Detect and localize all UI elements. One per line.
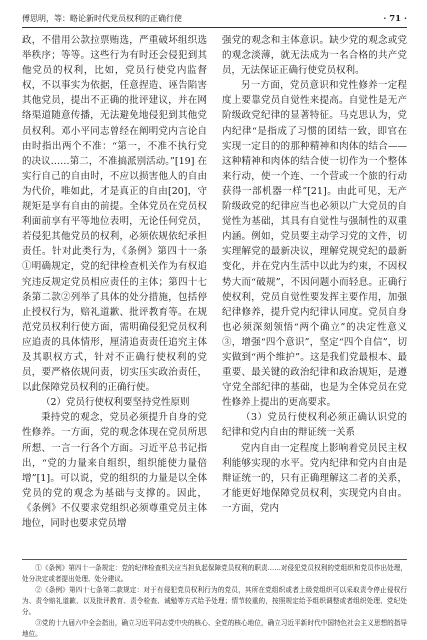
- running-head-title: 傅思明，等：略论新时代党员权利的正确行使: [22, 14, 182, 23]
- right-column: [222, 33, 407, 553]
- section-heading: （2）党员行使权利要坚持党性原则: [41, 397, 190, 409]
- paragraph: 秉持党的观念，党员必须提升自身的党性修养。一方面，党的观念体现在党员所思所想、一言一行各个方面。习近平总书记指出，“党的力量来自组织，组织能使力量倍增”[1]。可以说，党的组织的力量是以全体党员的党的观念为基础与支撑的。因此，《条例》不仅要求党组织必须尊重党员主体地位，同时也要求党员增: [22, 412, 207, 529]
- page-number: · 71 ·: [383, 14, 407, 24]
- paragraph: 党内自由一定程度上影响着党员民主权利能够实现的水平。党内纪律和党内自由是辩证统一的，只有正确理解这二者的关系，才能更好地保障党员权利，实现党内自由。一方面，党内: [222, 442, 407, 514]
- paragraph: 强党的观念和主体意识。缺少党的观念或党的观念淡薄，就无法成为一名合格的共产党员，无法保证正确行使党员权利。: [222, 35, 407, 77]
- left-column: [22, 33, 207, 553]
- section-heading: （3）党员行使权利必须正确认识党的纪律和党内自由的辩证统一关系: [222, 412, 407, 439]
- footnote-divider: [22, 559, 407, 560]
- running-head: [22, 13, 407, 28]
- footnotes: [22, 563, 407, 640]
- footnote: ②《条例》第四十七条第二款规定：对于有侵犯党员权利行为的党员，其所在党组织或者上级党组织可以采取责令停止侵权行为、责令赔礼道歉、以及批评教育、责令检查、诫勉等方式给予处理；情节较重的，按照规定给予组织调整或者组织处理、党纪处分。: [22, 586, 407, 616]
- footnote: ③党的十九届六中全会指出，确立习近平同志党中央的核心、全党的核心地位，确立习近平新时代中国特色社会主义思想的指导地位。: [22, 619, 407, 638]
- paragraph: 另一方面，党员意识和党性修养一定程度上要靠党员自觉性来提高。自觉性是无产阶级政党纪律的显著特征。马克思认为，党内纪律“是指成了习惯的团结一致，即官在实现一定目的的那种精神和肉体的结合——这种精神和肉体的结合使一切作为一个整体来行动，使一个连、一个营或一个旅的行动获得一部机器一样”[21]。由此可见，无产阶级政党的纪律应当也必须以广大党员的自觉性为基础，其具有自觉性与强制性的双重内涵。例如，党员要主动学习党的文件，切实理解党的最新决议，理解党规党纪的最新变化，并在党内生活中以此为约束，不因权势大而“破规”，不因问题小而轻息。正确行使权利，党员自觉性要发挥主要作用，加强纪律修养，提升党内纪律认同度。党员自身也必须深刻领悟“两个确立”的决定性意义③，增强“四个意识”，坚定“四个自信”，切实做到“两个维护”。这是我们党最根本、最重要、最关键的政治纪律和政治规矩，是遵守党全部纪律的基础，也是为全体党员在党性修养上提出的更高要求。: [222, 80, 407, 409]
- footnote: ①《条例》第四十一条规定：党的纪律检查机关应当担负起保障党员权利的职责……对侵犯党员权利的党组织和党员作出处理，处分决定或者提出处理、处分建议。: [22, 564, 407, 583]
- paragraph: 政，不借用公款拉票贿选，严重破坏组织选举秩序；等等。这些行为有时还会侵犯到其他党员的权利，比如，党员行使党内监督权，不以事实为依据，任意捏造、诬告陷害其他党员，提出不正确的批评建议，并在网络渠道随意传播，无法避免地侵犯到其他党员权利。邓小平同志曾经在阐明党内言论自由时指出两个不准：“第一，不准不执行党的决议……第二，不准搞派别活动。”[19] 在实行自己的自由时，不应以损害他人的自由为代价，唯如此，才是真正的自由[20]，守规矩是享有自由的前提。全体党员在党员权利面前享有平等地位表明，无论任何党员，若侵犯其他党员的权利，必须依规依纪承担责任。针对此类行为，《条例》第四十一条①明确规定，党的纪律检查机关作为有权追究违反规定党员相应责任的主体；第四十七条第二款②列举了具体的处分措施，包括停止授权行为，赔礼道歉、批评教育等。在规范党员权利行使方面，需明确侵犯党员权利应追责的具体情形，厘清追责责任追究主体及其职权方式，针对不正确行使权利的党员，要严格依规问责，切实压实政治责任，以此保障党员权利的正确行使。: [22, 35, 207, 394]
